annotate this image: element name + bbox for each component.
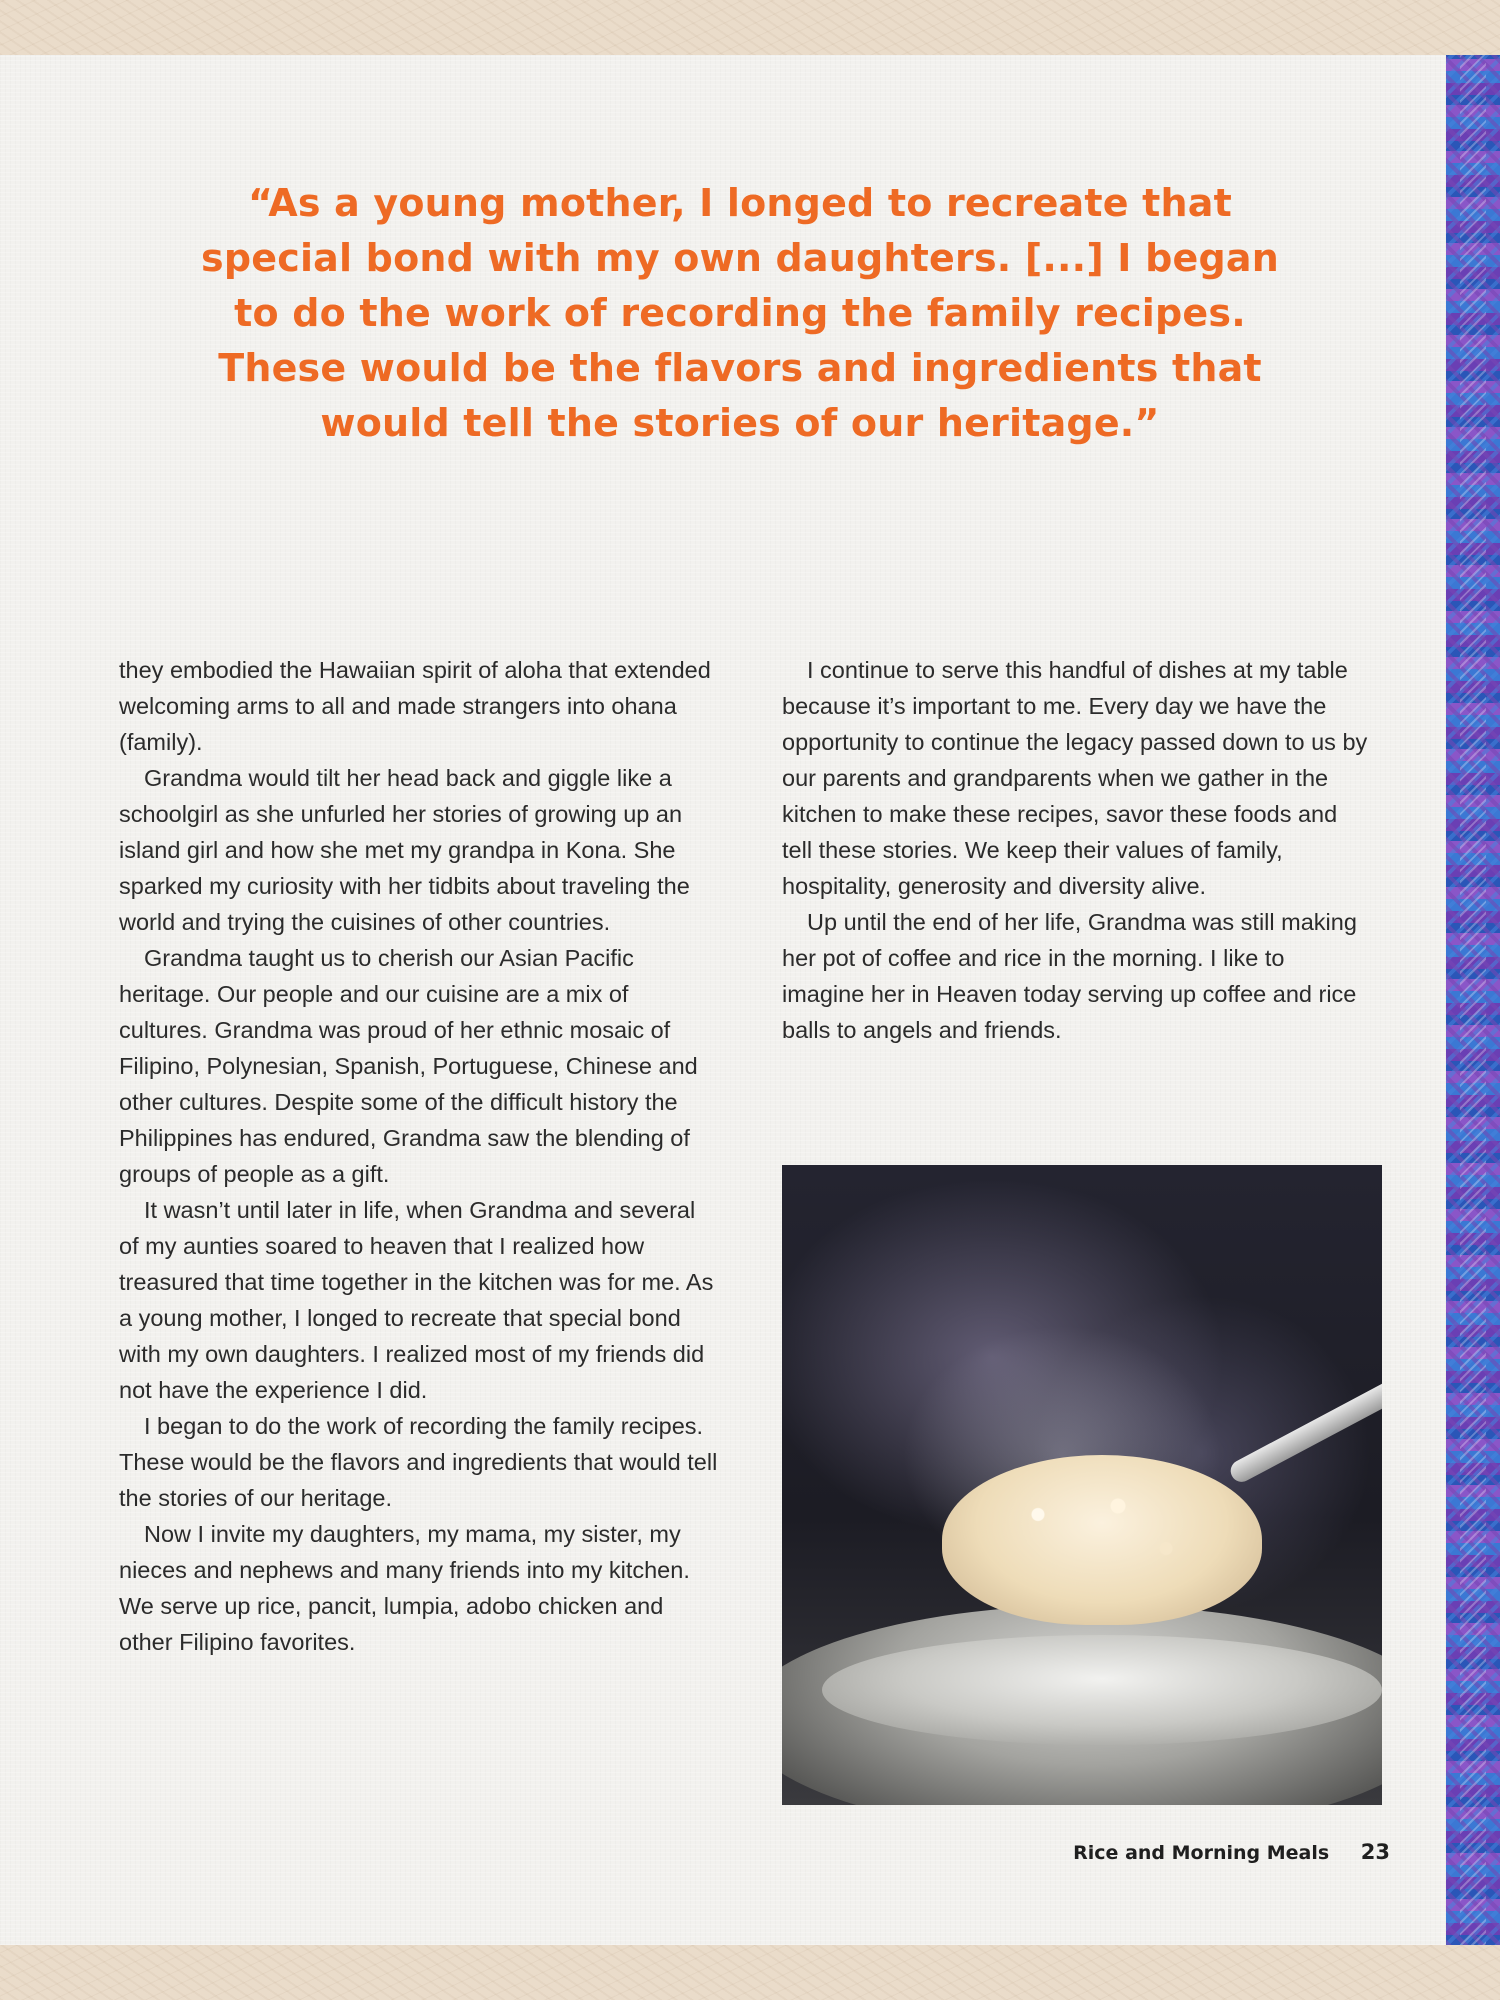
paragraph: I continue to serve this handful of dishes at my table because it’s important to me. Every day we have the opportunity to continue the legacy passed down to us by our parents and grandparents when we gather in the kitchen to make these recipes, savor these foods and tell these stories. We keep their values of family, hospitality, generosity and diversity alive. <box>782 657 1368 899</box>
spoonful-of-rice <box>942 1455 1262 1625</box>
page-footer <box>1000 1840 1390 1864</box>
left-column <box>119 652 719 1660</box>
section-title: Rice and Morning Meals <box>1073 1842 1330 1864</box>
spoon-handle <box>1227 1377 1382 1486</box>
paragraph: It wasn’t until later in life, when Grandma and several of my aunties soared to heaven that I realized how treasured that time together in the kitchen was for me. As a young mother, I longed to recreate that special bond with my own daughters. I realized most of my friends did not have the experience I did. <box>119 1197 714 1403</box>
decorative-side-band <box>1446 55 1500 1945</box>
page-number: 23 <box>1360 1840 1390 1864</box>
paragraph: Grandma would tilt her head back and giggle like a schoolgirl as she unfurled her stories of growing up an island girl and how she met my grandpa in Kona. She sparked my curiosity with her tidbits about traveling the world and trying the cuisines of other countries. <box>119 765 690 935</box>
rice-spoon-photo <box>782 1165 1382 1805</box>
paragraph: Up until the end of her life, Grandma was still making her pot of coffee and rice in the morning. I like to imagine her in Heaven today serving up coffee and rice balls to angels and friends. <box>782 909 1357 1043</box>
paragraph: Grandma taught us to cherish our Asian Pacific heritage. Our people and our cuisine are a mix of cultures. Grandma was proud of her ethnic mosaic of Filipino, Polynesian, Spanish, Portuguese, Chinese and other cultures. Despite some of the difficult history the Philippines has endured, Grandma saw the blending of groups of people as a gift. <box>119 945 698 1187</box>
pull-quote: “As a young mother, I longed to recreate that special bond with my own daughters. [...] I began to do the work of recording the family recipes. These would be the flavors and ingredients that would tell the stories of our heritage.” <box>201 181 1279 445</box>
paragraph: they embodied the Hawaiian spirit of aloha that extended welcoming arms to all and made strangers into ohana (family). <box>119 657 711 755</box>
paragraph: I began to do the work of recording the family recipes. These would be the flavors and ingredients that would tell the stories of our heritage. <box>119 1413 718 1511</box>
paragraph: Now I invite my daughters, my mama, my sister, my nieces and nephews and many friends into my kitchen. We serve up rice, pancit, lumpia, adobo chicken and other Filipino favorites. <box>119 1521 690 1655</box>
pot-rim <box>822 1635 1382 1745</box>
right-column <box>782 652 1372 1048</box>
